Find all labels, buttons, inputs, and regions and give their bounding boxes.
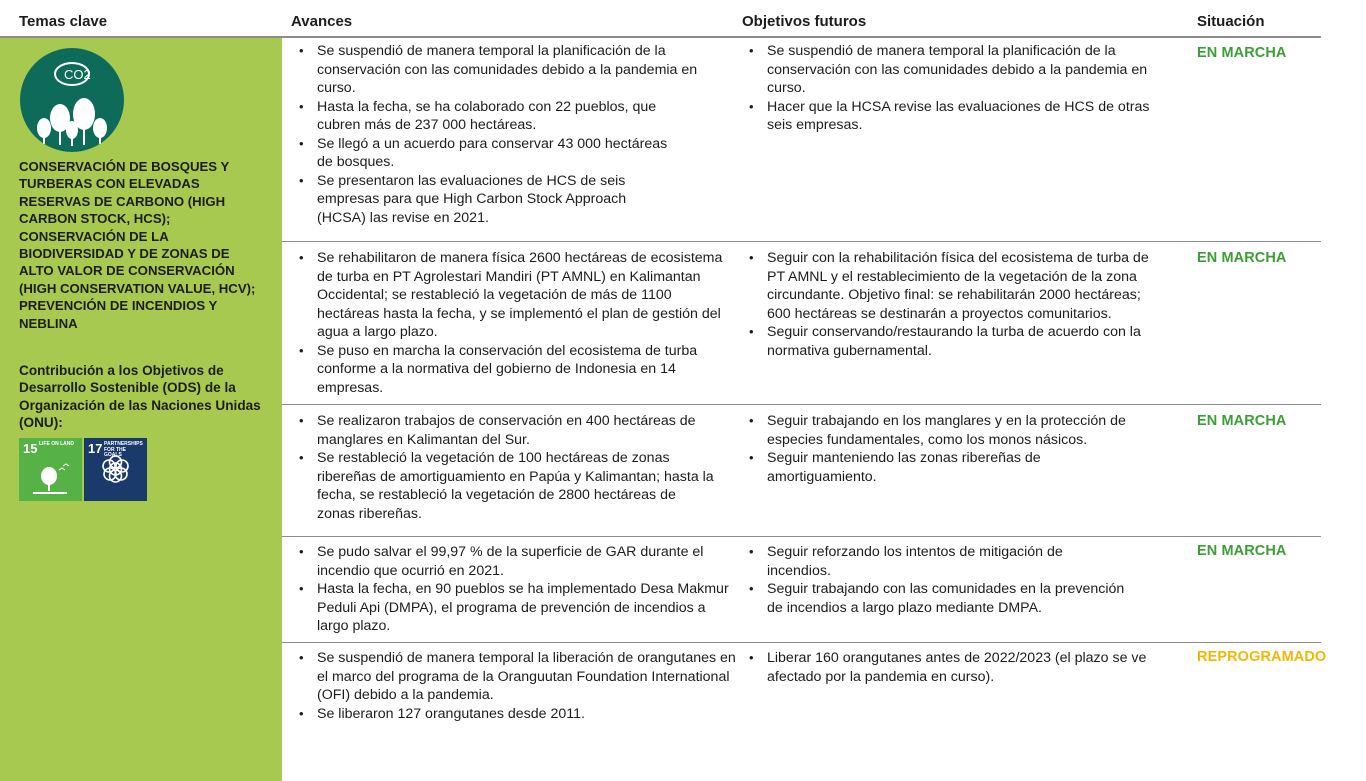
objectives-list bbox=[741, 42, 1161, 135]
header-avances: Avances bbox=[291, 13, 353, 30]
theme-title: CONSERVACIÓN DE BOSQUES Y TURBERAS CON ELEVADAS RESERVAS DE CARBONO (HIGH CARBON STOCK, HCS); CONSERVACIÓN DE LA BIODIVERSIDAD Y DE ZONAS DE ALTO VALOR DE CONSERVACIÓN (HIGH CONSERVATION VALUE, HCV); PREVENCIÓN DE INCENDIOS Y NEBLINA bbox=[19, 159, 256, 331]
status-badge: EN MARCHA bbox=[1197, 413, 1287, 429]
sdg-15-label: LIFE ON LAND bbox=[39, 441, 74, 447]
list-item: • Hasta la fecha, en 90 pueblos se ha implementado Desa Makmur Peduli Api (DMPA), el programa de prevención de incendios a largo plazo. bbox=[291, 580, 736, 636]
co2-label: CO2 bbox=[64, 67, 91, 82]
status-badge: EN MARCHA bbox=[1197, 250, 1287, 266]
sdg-15-badge bbox=[19, 438, 82, 501]
status-badge: REPROGRAMADO bbox=[1197, 649, 1327, 665]
list-item: • Seguir con la rehabilitación física del ecosistema de turba de PT AMNL y el restablecimiento de la vegetación de la zona circundante. Objetivo final: se rehabilitarán 2000 hectáreas; 600 hectáreas se destinarán a proyectos comunitarios. bbox=[741, 249, 1161, 323]
table-row bbox=[282, 38, 1321, 242]
list-item: • Hacer que la HCSA revise las evaluaciones de HCS de otras seis empresas. bbox=[741, 98, 1161, 135]
list-item: • Se presentaron las evaluaciones de HCS de seis empresas para que High Carbon Stock Approach (HCSA) las revise en 2021. bbox=[291, 172, 651, 228]
objectives-list bbox=[741, 649, 1161, 686]
advances-list bbox=[291, 543, 736, 636]
list-item: • Se puso en marcha la conservación del ecosistema de turba conforme a la normativa del gobierno de Indonesia en 14 empresas. bbox=[291, 342, 736, 398]
advances-list bbox=[291, 649, 736, 723]
list-item: • Hasta la fecha, se ha colaborado con 22 pueblos, que cubren más de 237 000 hectáreas. bbox=[291, 98, 696, 135]
list-item: • Se llegó a un acuerdo para conservar 43 000 hectáreas de bosques. bbox=[291, 135, 671, 172]
objectives-list bbox=[741, 249, 1161, 360]
list-item: • Seguir trabajando en los manglares y en la protección de especies fundamentales, como los monos násicos. bbox=[741, 412, 1161, 449]
list-item: • Se suspendió de manera temporal la planificación de la conservación con las comunidades debido a la pandemia en curso. bbox=[291, 42, 736, 98]
table-row bbox=[282, 242, 1321, 405]
table-row bbox=[282, 643, 1327, 781]
header-situacion: Situación bbox=[1197, 13, 1265, 30]
header-objetivos-futuros: Objetivos futuros bbox=[742, 13, 867, 30]
status-badge: EN MARCHA bbox=[1197, 45, 1287, 61]
advances-list bbox=[291, 412, 736, 523]
life-on-land-icon bbox=[19, 438, 82, 501]
sdg-contribution-label: Contribución a los Objetivos de Desarrollo Sostenible (ODS) de la Organización de las Naciones Unidas (ONU): bbox=[19, 363, 261, 431]
objectives-list bbox=[741, 412, 1161, 486]
co2-forest-icon bbox=[20, 48, 124, 152]
list-item: • Se restableció la vegetación de 100 hectáreas de zonas ribereñas de amortiguamiento en Papúa y Kalimantan; hasta la fecha, se restableció la vegetación de 2800 hectáreas de zonas ribereñas. bbox=[291, 449, 716, 523]
header-temas-clave: Temas clave bbox=[19, 13, 108, 30]
themes-panel bbox=[0, 38, 282, 781]
table-row bbox=[282, 537, 1321, 643]
list-item: • Se liberaron 127 orangutanes desde 2011. bbox=[291, 705, 736, 724]
table-row bbox=[282, 405, 1321, 537]
list-item: • Se suspendió de manera temporal la planificación de la conservación con las comunidades debido a la pandemia en curso. bbox=[741, 42, 1161, 98]
objectives-list bbox=[741, 543, 1161, 617]
list-item: • Se suspendió de manera temporal la liberación de orangutanes en el marco del programa de la Oranguutan Foundation International (OFI) debido a la pandemia. bbox=[291, 649, 736, 705]
status-badge: EN MARCHA bbox=[1197, 543, 1287, 559]
sdg-17-label: PARTNERSHIPS FOR THE GOALS bbox=[104, 441, 143, 458]
list-item: • Liberar 160 orangutanes antes de 2022/2023 (el plazo se ve afectado por la pandemia en curso). bbox=[741, 649, 1161, 686]
table-header bbox=[0, 0, 1321, 38]
sdg-17-badge bbox=[84, 438, 147, 501]
sdg-17-number: 17 bbox=[88, 441, 103, 456]
partnerships-icon bbox=[84, 438, 147, 501]
advances-list bbox=[291, 42, 736, 227]
advances-list bbox=[291, 249, 736, 397]
list-item: • Seguir conservando/restaurando la turba de acuerdo con la normativa gubernamental. bbox=[741, 323, 1161, 360]
sdg-15-number: 15 bbox=[23, 441, 38, 456]
list-item: • Se pudo salvar el 99,97 % de la superficie de GAR durante el incendio que ocurrió en 2021. bbox=[291, 543, 731, 580]
list-item: • Seguir manteniendo las zonas ribereñas de amortiguamiento. bbox=[741, 449, 1086, 486]
list-item: • Seguir trabajando con las comunidades en la prevención de incendios a largo plazo mediante DMPA. bbox=[741, 580, 1141, 617]
list-item: • Se rehabilitaron de manera física 2600 hectáreas de ecosistema de turba en PT Agrolestari Mandiri (PT AMNL) en Kalimantan Occidental; se restableció la vegetación de más de 1100 hectáreas hasta la fecha, y se implementó el plan de gestión del agua a largo plazo. bbox=[291, 249, 736, 342]
list-item: • Se realizaron trabajos de conservación en 400 hectáreas de manglares en Kalimantan del Sur. bbox=[291, 412, 736, 449]
list-item: • Seguir reforzando los intentos de mitigación de incendios. bbox=[741, 543, 1126, 580]
